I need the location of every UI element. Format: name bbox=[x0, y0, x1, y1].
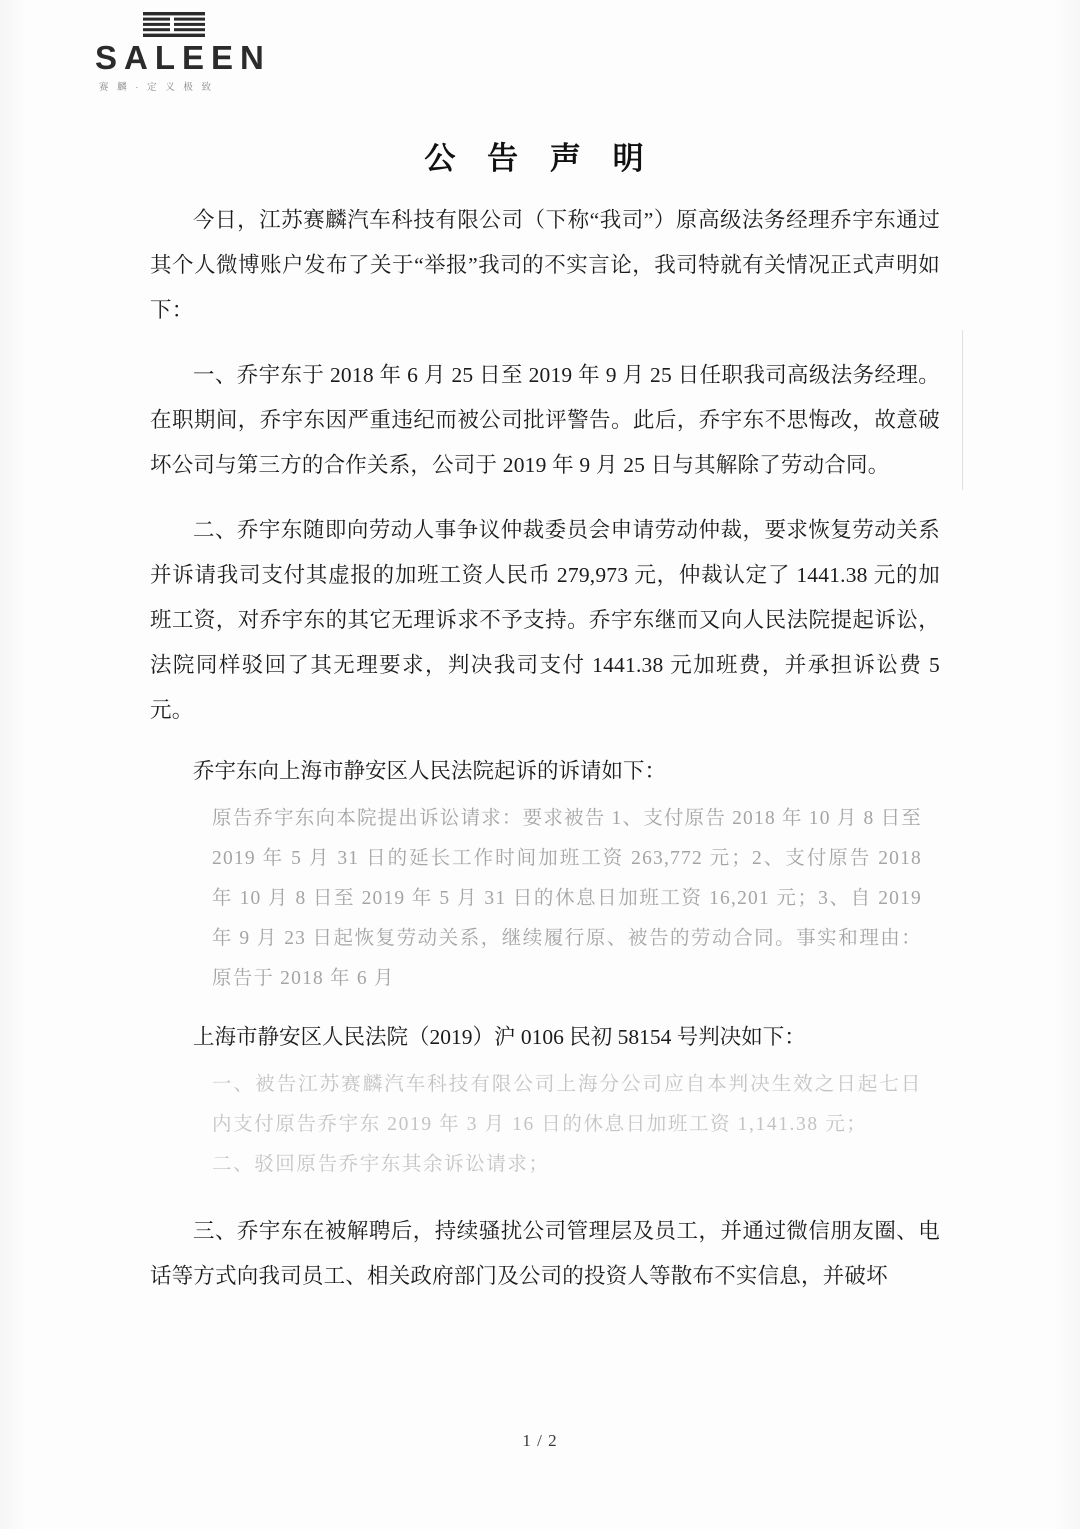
spacer bbox=[150, 1189, 940, 1209]
paragraph-intro: 今日，江苏赛麟汽车科技有限公司（下称“我司”）原高级法务经理乔宇东通过其个人微博账户发布了关于“举报”我司的不实言论，我司特就有关情况正式声明如下： bbox=[150, 208, 940, 322]
scan-edge-right bbox=[1054, 0, 1080, 1529]
scan-edge-left bbox=[0, 0, 26, 1529]
quote-claims-text: 原告乔宇东向本院提出诉讼请求：要求被告 1、支付原告 2018 年 10 月 8 日至 2019 年 5 月 31 日的延长工作时间加班工资 263,772 元；2、支付原告 2018 年 10 月 8 日至 2019 年 5 月 31 日的休息日加班工资 16,201 元；3、自 2019 年 9 月 23 日起恢复劳动关系，继续履行原、被告的劳动合同。事实和理由：原告于 2018 年 6 月 bbox=[212, 808, 922, 989]
subheading-court-judgment: 上海市静安区人民法院（2019）沪 0106 民初 58154 号判决如下： bbox=[193, 1025, 806, 1049]
document-body bbox=[150, 198, 940, 1305]
letterhead bbox=[95, 12, 395, 102]
page-title: 公 告 声 明 bbox=[424, 141, 656, 176]
subheading-lawsuit-claims: 乔宇东向上海市静安区人民法院起诉的诉请如下： bbox=[193, 759, 667, 783]
brand-wordmark: SALEEN bbox=[95, 39, 271, 76]
quote-judgment-line-1: 一、被告江苏赛麟汽车科技有限公司上海分公司应自本判决生效之日起七日内支付原告乔宇东 2019 年 3 月 16 日的休息日加班工资 1,141.38 元； bbox=[212, 1074, 922, 1135]
quote-block-judgment bbox=[150, 1065, 940, 1185]
brand-tagline: 赛 麟 · 定 义 极 致 bbox=[99, 82, 215, 93]
paragraph-item-3: 三、乔宇东在被解聘后，持续骚扰公司管理层及员工，并通过微信朋友圈、电话等方式向我司员工、相关政府部门及公司的投资人等散布不实信息，并破坏 bbox=[150, 1219, 940, 1288]
spacer bbox=[150, 494, 940, 508]
quote-judgment-line-2: 二、驳回原告乔宇东其余诉讼请求； bbox=[212, 1154, 550, 1175]
saleen-logo-icon bbox=[143, 12, 205, 38]
page-number: 1 / 2 bbox=[522, 1431, 558, 1450]
quote-block-claims bbox=[150, 799, 940, 999]
paragraph-item-1: 一、乔宇东于 2018 年 6 月 25 日至 2019 年 9 月 25 日任职我司高级法务经理。在职期间，乔宇东因严重违纪而被公司批评警告。此后，乔宇东不思悔改，故意破坏公司与第三方的合作关系，公司于 2019 年 9 月 25 日与其解除了劳动合同。 bbox=[150, 363, 940, 477]
spacer bbox=[150, 339, 940, 353]
paragraph-item-2: 二、乔宇东随即向劳动人事争议仲裁委员会申请劳动仲裁，要求恢复劳动关系并诉请我司支付其虚报的加班工资人民币 279,973 元，仲裁认定了 1441.38 元的加班工资，对乔宇东的其它无理诉求不予支持。乔宇东继而又向人民法院提起诉讼，法院同样驳回了其无理要求，判决我司支付 1441.38 元加班费，并承担诉讼费 5 元。 bbox=[150, 518, 940, 722]
scan-artifact-line bbox=[962, 330, 963, 490]
